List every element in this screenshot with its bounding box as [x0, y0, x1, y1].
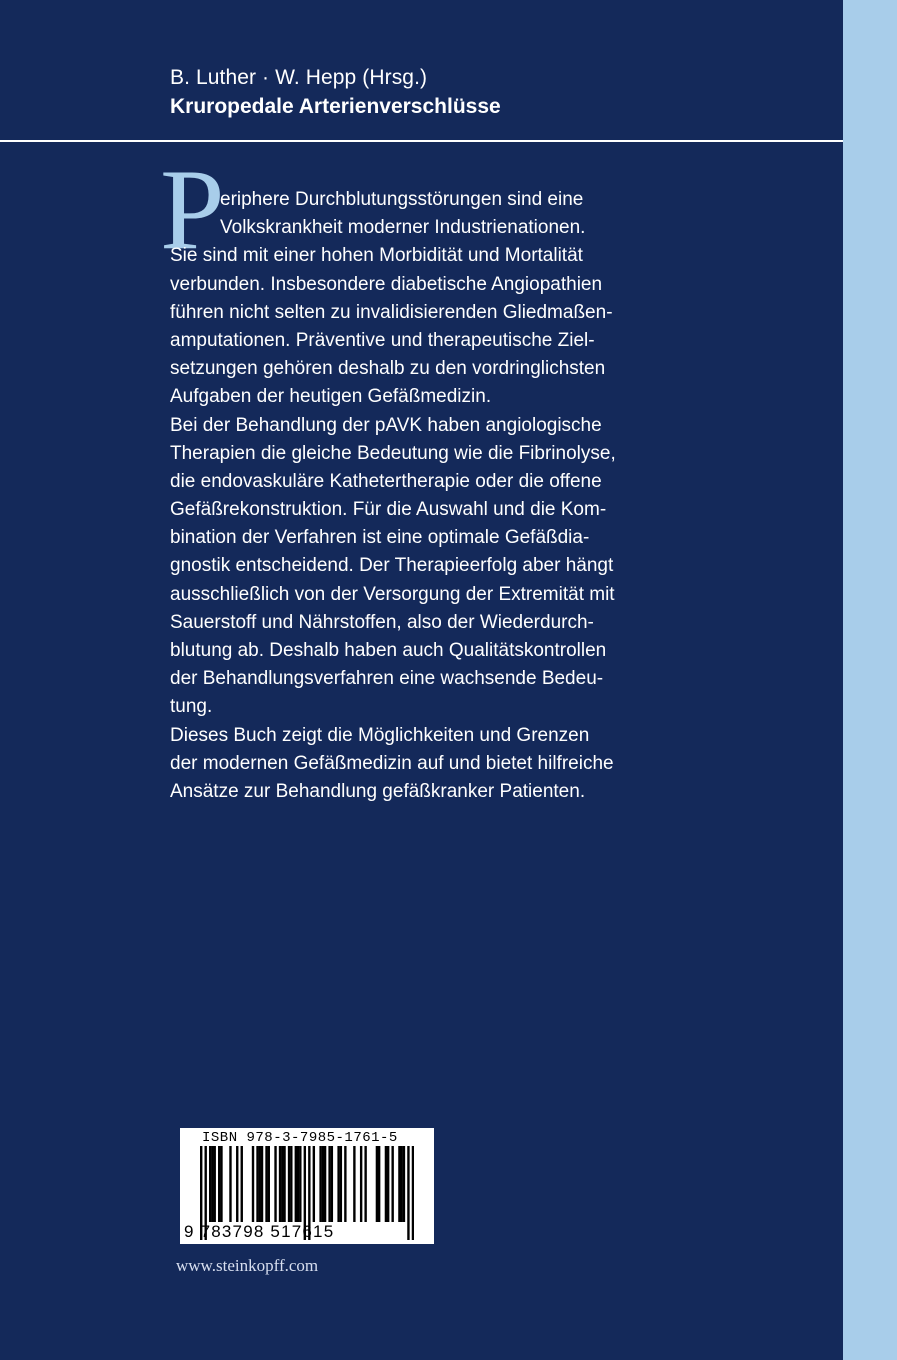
blurb-text — [170, 186, 730, 806]
barcode-bar — [313, 1146, 315, 1222]
isbn-barcode — [180, 1128, 434, 1244]
blurb-line: Sie sind mit einer hohen Morbidität und Mortalität — [170, 245, 583, 267]
blurb-line: Dieses Buch zeigt die Möglichkeiten und Grenzen — [170, 724, 590, 746]
blurb-line: gnostik entscheidend. Der Therapieerfolg aber hängt — [170, 555, 614, 577]
barcode-bar — [337, 1146, 339, 1222]
blurb-line: verbunden. Insbesondere diabetische Angiopathien — [170, 273, 603, 295]
blurb-line: Sauerstoff und Nährstoffen, also der Wiederdurch- — [170, 611, 594, 633]
blurb-line: Bei der Behandlung der pAVK haben angiologische — [170, 414, 602, 436]
barcode-bar — [283, 1146, 285, 1222]
blurb-line: tung. — [170, 696, 213, 718]
barcode-bar — [331, 1146, 333, 1222]
barcode-bar — [252, 1146, 254, 1222]
barcode-bar — [236, 1146, 238, 1222]
barcode-bar — [241, 1146, 243, 1222]
blurb-line: Ansätze zur Behandlung gefäßkranker Patienten. — [170, 780, 586, 802]
book-authors: B. Luther · W. Hepp (Hrsg.) — [170, 66, 428, 89]
book-title: Kruropedale Arterienverschlüsse — [170, 95, 501, 118]
blurb-line: der Behandlungsverfahren eine wachsende Bedeu- — [170, 668, 604, 690]
blurb-line: bination der Verfahren ist eine optimale Gefäßdia- — [170, 527, 590, 549]
barcode-bar — [279, 1146, 281, 1222]
barcode-bar — [378, 1146, 380, 1222]
blurb-line: führen nicht selten zu invalidisierenden Gliedmaßen- — [170, 301, 613, 323]
barcode-bar — [256, 1146, 258, 1222]
barcode-bar — [211, 1146, 213, 1222]
barcode-bar — [261, 1146, 263, 1222]
barcode-bar — [324, 1146, 326, 1222]
barcode-bar — [353, 1146, 355, 1222]
barcode-bar — [344, 1146, 346, 1222]
barcode-bar — [407, 1146, 409, 1240]
barcode-bar — [319, 1146, 321, 1222]
isbn-label: ISBN 978-3-7985-1761-5 — [202, 1130, 398, 1146]
barcode-bar — [220, 1146, 222, 1222]
spine-stripe — [843, 0, 897, 1360]
barcode-bar — [376, 1146, 378, 1222]
barcode-bar — [288, 1146, 290, 1222]
barcode-bar — [340, 1146, 342, 1222]
drop-cap: P — [160, 146, 225, 274]
barcode-bar — [259, 1146, 261, 1222]
header-divider — [0, 140, 843, 142]
barcode-bar — [360, 1146, 362, 1222]
ean-digits: 9 783798 517615 — [184, 1222, 335, 1241]
barcode-bar — [387, 1146, 389, 1222]
barcode-bar — [322, 1146, 324, 1222]
barcode-bar — [403, 1146, 405, 1222]
barcode-bar — [209, 1146, 211, 1222]
barcode-bar — [385, 1146, 387, 1222]
barcode-bar — [214, 1146, 216, 1222]
blurb-line: Therapien die gleiche Bedeutung wie die Fibrinolyse, — [170, 442, 616, 464]
blurb-line: Gefäßrekonstruktion. Für die Auswahl und die Kom- — [170, 499, 607, 521]
blurb-line: ausschließlich von der Versorgung der Extremität mit — [170, 583, 615, 605]
blurb-line: der modernen Gefäßmedizin auf und bietet hilfreiche — [170, 752, 614, 774]
blurb-line: blutung ab. Deshalb haben auch Qualitätskontrollen — [170, 640, 607, 661]
barcode-bar — [268, 1146, 270, 1222]
barcode-bar — [328, 1146, 330, 1222]
barcode-bar — [412, 1146, 414, 1240]
blurb-line: Volkskrankheit moderner Industrienationen. — [220, 217, 586, 239]
blurb-line: Aufgaben der heutigen Gefäßmedizin. — [170, 386, 492, 408]
barcode-bar — [290, 1146, 292, 1222]
barcode-bar — [218, 1146, 220, 1222]
barcode-bar — [274, 1146, 276, 1222]
blurb-line: die endovaskuläre Kathetertherapie oder die offene — [170, 470, 602, 492]
blurb-line: amputationen. Präventive und therapeutische Ziel- — [170, 329, 595, 351]
blurb-line: eriphere Durchblutungsstörungen sind eine — [220, 189, 584, 210]
barcode-bar — [281, 1146, 283, 1222]
barcode-bar — [364, 1146, 366, 1222]
publisher-website: www.steinkopff.com — [176, 1256, 319, 1275]
barcode-bar — [299, 1146, 301, 1222]
barcode-bar — [391, 1146, 393, 1222]
barcode-bar — [229, 1146, 231, 1222]
barcode-bar — [398, 1146, 400, 1222]
barcode-bar — [295, 1146, 297, 1222]
barcode-bar — [297, 1146, 299, 1222]
blurb-line: setzungen gehören deshalb zu den vordringlichsten — [170, 358, 606, 380]
barcode-bar — [265, 1146, 267, 1222]
barcode-bar — [400, 1146, 402, 1222]
